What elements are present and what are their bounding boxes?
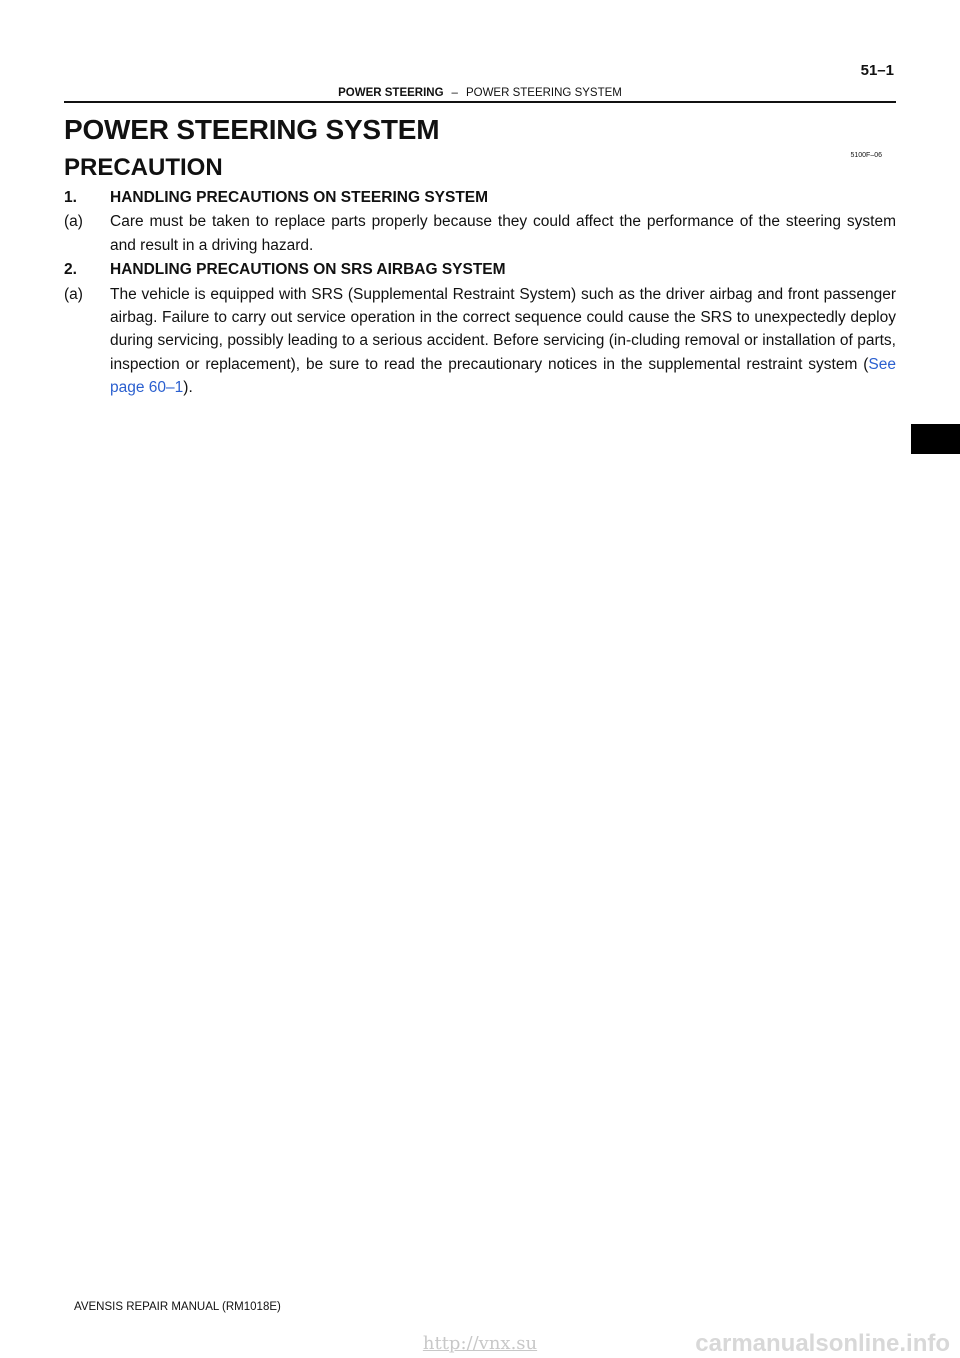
item-2-label: (a) (64, 285, 83, 303)
section-tab-marker (911, 424, 960, 454)
header-section: POWER STEERING (338, 87, 444, 99)
doc-code: 5100F–06 (850, 152, 882, 159)
item-1-text: Care must be taken to replace parts properly because they could affect the performance of the steering system and result in a driving hazard. (110, 213, 896, 254)
see-page-link[interactable]: See page 60–1 (110, 355, 896, 397)
item-1-number: 1. (64, 189, 77, 206)
header-rule (64, 101, 896, 103)
item-2-number: 2. (64, 261, 77, 279)
item-2-heading-text: HANDLING PRECAUTIONS ON SRS AIRBAG SYSTEM (110, 261, 506, 279)
item-1-heading (64, 186, 896, 209)
page-number: 51–1 (860, 62, 894, 79)
page-title: POWER STEERING SYSTEM (64, 114, 440, 145)
header-subsection: POWER STEERING SYSTEM (465, 87, 622, 99)
item-1-heading-text: HANDLING PRECAUTIONS ON STEERING SYSTEM (110, 189, 489, 206)
header-separator: – (451, 87, 458, 99)
item-2-text-after: ). (183, 379, 193, 397)
item-1-label: (a) (64, 213, 83, 231)
watermark-url[interactable]: http://vnx.su (422, 1333, 538, 1354)
item-2-paragraph (64, 283, 896, 400)
item-1-paragraph (64, 210, 896, 257)
footer-manual-title: AVENSIS REPAIR MANUAL (RM1018E) (74, 1301, 281, 1313)
content-body (64, 186, 896, 401)
item-2-text-before: The vehicle is equipped with SRS (Supplemental Restraint System) such as the driver airbag and front passenger airbag. Failure to carry out service operation in the correct sequence could cause the SRS to unexpectedly deploy during servicing, possibly leading to a serious accident. Before servicing (in-cluding removal or installation of parts, inspection or replacement), be sure to read the precautionary notices in the supplemental restraint system ( (110, 285, 896, 373)
item-2-text (110, 283, 896, 400)
section-title: PRECAUTION (64, 154, 223, 181)
running-header (0, 86, 960, 100)
watermark-site: carmanualsonline.info (695, 1330, 950, 1357)
item-2-heading (64, 258, 896, 281)
